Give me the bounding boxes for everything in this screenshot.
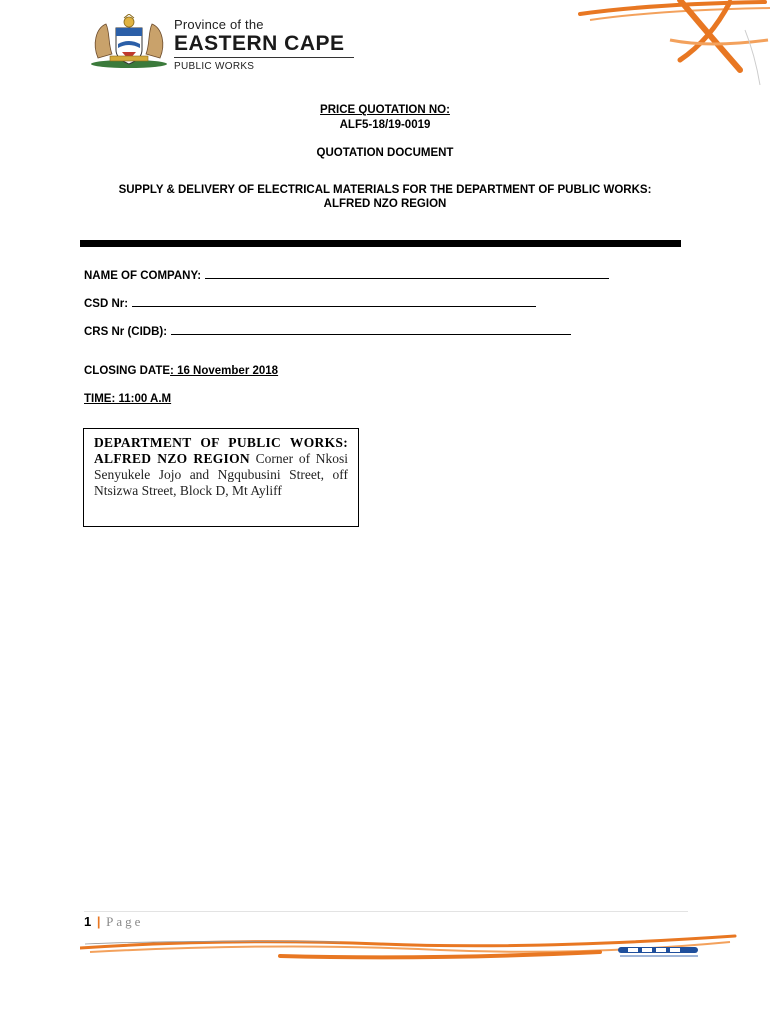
closing-date-label: CLOSING DATE	[84, 365, 171, 377]
province-name: EASTERN CAPE	[174, 32, 345, 55]
company-name-field	[84, 267, 609, 282]
crs-number-blank[interactable]	[171, 323, 571, 335]
crs-number-field	[84, 323, 571, 338]
closing-date-value: : 16 November 2018	[170, 365, 279, 377]
page-number-value: 1	[84, 914, 92, 929]
company-name-label: NAME OF COMPANY:	[84, 270, 202, 282]
page-number	[84, 914, 143, 930]
address-department: DEPARTMENT OF PUBLIC WORKS: ALFRED NZO REGION	[94, 435, 348, 466]
section-divider	[80, 240, 681, 247]
csd-number-field	[84, 295, 536, 310]
csd-number-blank[interactable]	[132, 295, 536, 307]
brand-block	[174, 18, 354, 73]
brand-divider	[174, 57, 354, 58]
page-separator: |	[96, 914, 101, 929]
tender-description: SUPPLY & DELIVERY OF ELECTRICAL MATERIALS FOR THE DEPARTMENT OF PUBLIC WORKS: ALFRED NZO REGION	[118, 184, 652, 210]
closing-date	[84, 365, 278, 377]
price-quotation-label: PRICE QUOTATION NO:	[320, 104, 450, 116]
department-name: PUBLIC WORKS	[174, 61, 255, 72]
csd-number-label: CSD Nr:	[84, 298, 129, 310]
coat-of-arms-logo	[86, 14, 172, 68]
company-name-blank[interactable]	[205, 267, 609, 279]
crs-number-label: CRS Nr (CIDB):	[84, 326, 168, 338]
province-line: Province of the	[174, 17, 264, 32]
footer-divider	[84, 911, 688, 912]
quotation-number: ALF5-18/19-0019	[339, 119, 431, 131]
footer-decoration	[80, 930, 740, 970]
closing-time: TIME: 11:00 A.M	[84, 393, 172, 405]
page-label: Page	[106, 914, 144, 929]
document-type: QUOTATION DOCUMENT	[316, 147, 454, 159]
address-street: Corner of Nkosi Senyukele Jojo and Ngqubusini Street, off Ntsizwa Street, Block D, Mt Ayliff	[94, 451, 348, 498]
delivery-address-box	[83, 428, 359, 527]
corner-decoration	[530, 0, 770, 90]
partner-logo-icon	[618, 947, 698, 957]
